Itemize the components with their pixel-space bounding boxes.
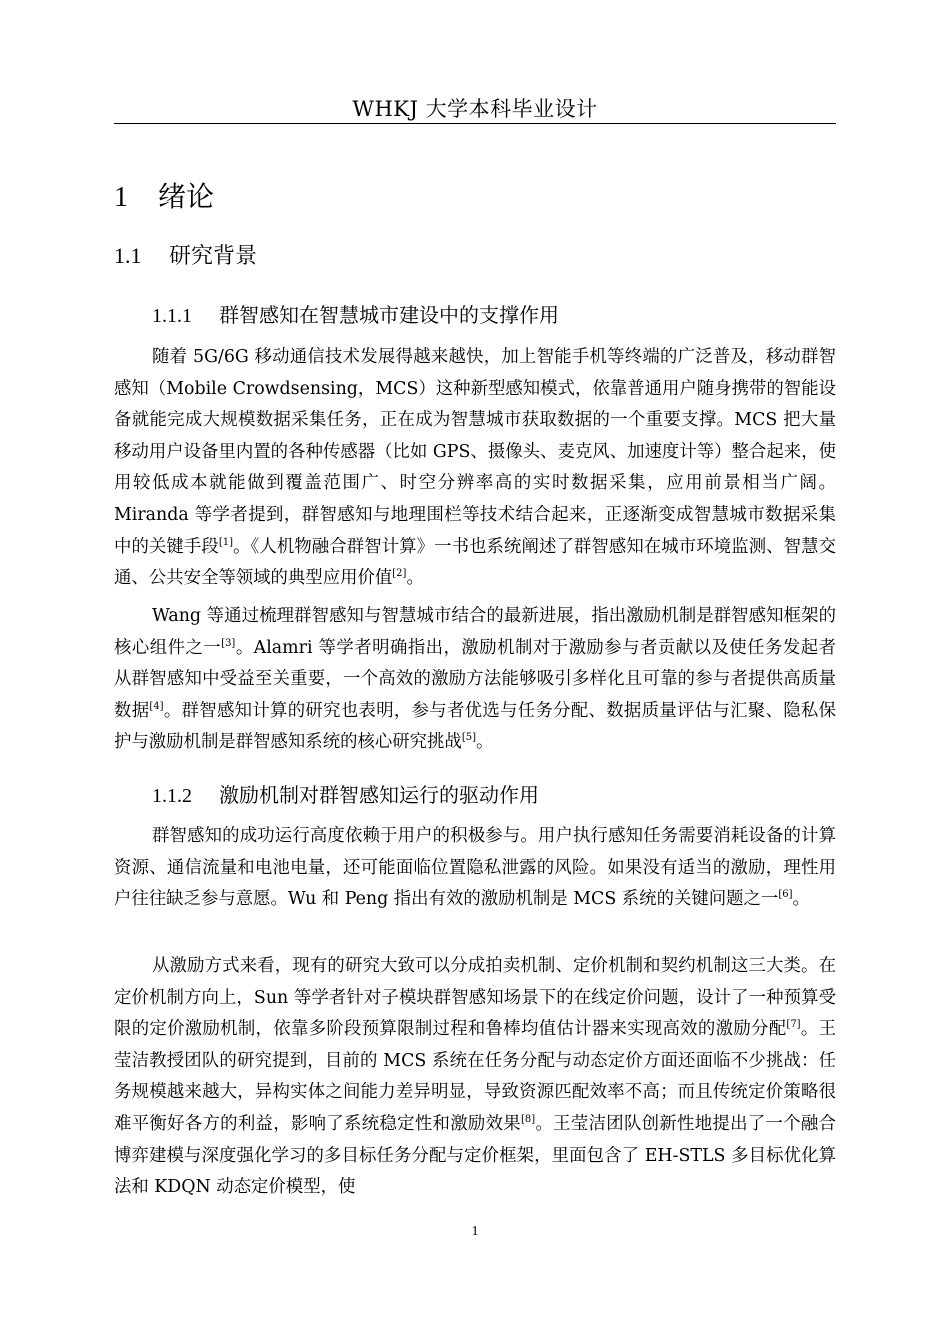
paragraph-text: 。 — [406, 568, 424, 589]
section-title: 研究背景 — [169, 244, 258, 269]
citation-marker: [8] — [521, 1114, 536, 1126]
header-divider — [114, 123, 836, 124]
page-number: 1 — [471, 1224, 479, 1239]
paragraph-text: Wang 等通过梳理群智感知与智慧城市结合的最新进展，指出激励机制是群智感知框架的核心组件之一 — [114, 606, 836, 658]
subsection-number: 1.1.1 — [152, 305, 192, 327]
citation-marker: [4] — [149, 700, 164, 712]
citation-marker: [5] — [461, 732, 476, 744]
citation-marker: [7] — [786, 1019, 801, 1031]
paragraph-text: 随着 5G/6G 移动通信技术发展得越来越快，加上智能手机等终端的广泛普及，移动群智感知（Mobile Crowdsensing，MCS）这种新型感知模式，依靠普通用户随身携带的智能设备就能完成大规模数据采集任务，正在成为智慧城市获取数据的一个重要支撑。MCS 把大量移动用户设备里内置的各种传感器（比如 GPS、摄像头、麦克风、加速度计等）整合起来，使用较低成本就能做到覆盖范围广、时空分辨率高的实时数据采集，应用前景相当广阔。Miranda 等学者提到，群智感知与地理围栏等技术结合起来，正逐渐变成智慧城市数据采集中的关键手段 — [114, 347, 836, 557]
subsection-number: 1.1.2 — [152, 785, 192, 807]
citation-marker: [1] — [218, 536, 234, 548]
subsection-heading — [152, 299, 559, 328]
body-paragraph — [114, 821, 836, 916]
citation-marker: [3] — [221, 637, 236, 649]
section-heading — [114, 239, 257, 270]
body-paragraph — [114, 601, 836, 759]
paragraph-text: 从激励方式来看，现有的研究大致可以分成拍卖机制、定价机制和契约机制这三大类。在定价机制方向上，Sun 等学者针对子模块群智感知场景下的在线定价问题，设计了一种预算受限的定价激励机制，依靠多阶段预算限制过程和鲁棒均值估计器来实现高效的激励分配 — [114, 956, 836, 1040]
citation-marker: [2] — [392, 568, 407, 580]
citation-marker: [6] — [778, 889, 793, 901]
chapter-heading — [114, 175, 214, 215]
body-paragraph — [114, 951, 836, 1204]
paragraph-text: 。 — [476, 732, 494, 753]
paragraph-text: 。《人机物融合群智计算》一书也系统阐述了群智感知在城市环境监测、智慧交通、公共安全等领域的典型应用价值 — [114, 536, 836, 589]
subsection-title: 群智感知在智慧城市建设中的支撑作用 — [219, 303, 559, 327]
subsection-title: 激励机制对群智感知运行的驱动作用 — [219, 783, 539, 807]
page-header: WHKJ 大学本科毕业设计 — [352, 97, 598, 121]
body-paragraph — [114, 342, 836, 595]
chapter-title: 绪论 — [158, 180, 215, 213]
paragraph-text: 群智感知的成功运行高度依赖于用户的积极参与。用户执行感知任务需要消耗设备的计算资源、通信流量和电池电量，还可能面临位置隐私泄露的风险。如果没有适当的激励，理性用户往往缺乏参与意愿。Wu 和 Peng 指出有效的激励机制是 MCS 系统的关键问题之一 — [114, 826, 836, 910]
section-number: 1.1 — [114, 243, 142, 268]
paragraph-text: 。群智感知计算的研究也表明，参与者优选与任务分配、数据质量评估与汇聚、隐私保护与激励机制是群智感知系统的核心研究挑战 — [114, 700, 836, 753]
subsection-heading — [152, 779, 539, 808]
paragraph-text: 。王莹洁教授团队的研究提到，目前的 MCS 系统在任务分配与动态定价方面还面临不少挑战：任务规模越来越大，异构实体之间能力差异明显，导致资源匹配效率不高；而且传统定价策略很难平衡好各方的利益，影响了系统稳定性和激励效果 — [114, 1019, 836, 1134]
chapter-number: 1 — [114, 182, 128, 213]
paragraph-text: 。 — [792, 889, 810, 910]
paragraph-text: 。Alamri 等学者明确指出，激励机制对于激励参与者贡献以及使任务发起者从群智感知中受益至关重要，一个高效的激励方法能够吸引多样化且可靠的参与者提供高质量数据 — [114, 637, 836, 721]
paragraph-text: 。王莹洁团队创新性地提出了一个融合博弈建模与深度强化学习的多目标任务分配与定价框架，里面包含了 EH-STLS 多目标优化算法和 KDQN 动态定价模型，使 — [114, 1113, 836, 1198]
